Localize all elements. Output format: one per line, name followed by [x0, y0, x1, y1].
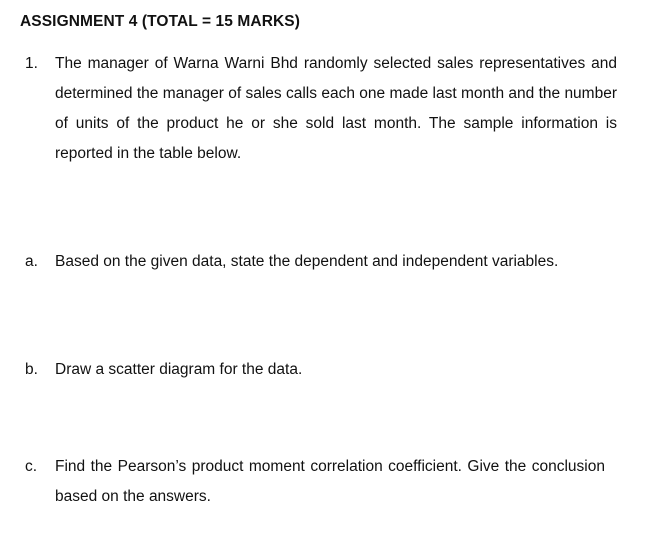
question-text: The manager of Warna Warni Bhd randomly selected sales representatives and determined the manager of sales calls each one made last month and the number of units of the product he or she sold last month. The sample information is reported in the table below.: [55, 55, 617, 162]
part-a: [20, 247, 580, 277]
assignment-heading: ASSIGNMENT 4 (TOTAL = 15 MARKS): [20, 13, 300, 30]
part-b: [20, 355, 617, 385]
part-b-label: b.: [25, 361, 38, 378]
question-number: 1.: [25, 55, 38, 72]
part-b-text: Draw a scatter diagram for the data.: [55, 361, 303, 378]
part-a-text: Based on the given data, state the dependent and independent variables.: [55, 253, 559, 270]
part-c: [20, 452, 605, 512]
part-c-label: c.: [25, 458, 38, 475]
part-a-label: a.: [25, 253, 38, 270]
part-c-text: Find the Pearson’s product moment correlation coefficient. Give the conclusion based on the answers.: [55, 458, 605, 505]
question-1: [20, 49, 617, 169]
